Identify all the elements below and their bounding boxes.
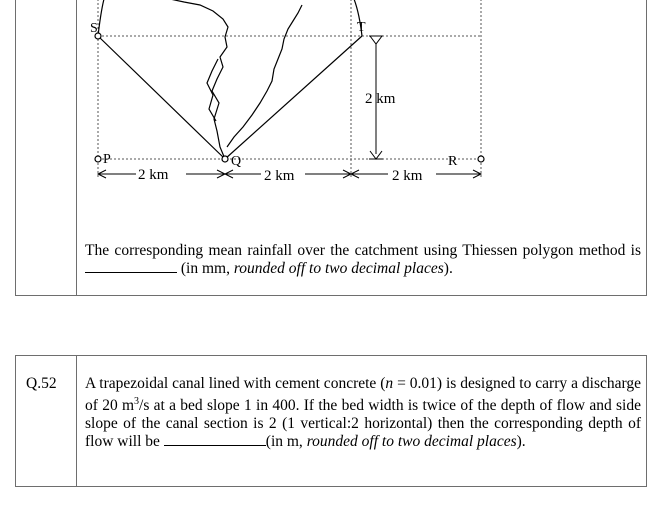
station-r-marker [478, 156, 484, 162]
question-number-column-divider [76, 356, 77, 486]
q52-text-f: ). [516, 433, 526, 451]
q52-superscript: 3 [134, 396, 140, 407]
question-52-box [15, 355, 647, 487]
station-p-marker [95, 156, 101, 162]
station-t-label: T [357, 20, 366, 35]
station-q-marker [222, 156, 228, 162]
q51-answer-blank [85, 260, 177, 273]
dim-qx-label: 2 km [264, 168, 295, 184]
q51-text-b: (in mm, [180, 260, 230, 277]
q52-text-b: = 0.01) is designed to carry a discharge of 20 m [85, 375, 641, 415]
q52-text-a: A trapezoidal canal lined with cement concrete ( [85, 375, 386, 392]
q51-text-c: rounded off to two decimal places [233, 260, 444, 277]
q52-text-e: rounded off to two decimal places [306, 433, 517, 451]
boundary-s-to-q [98, 36, 225, 159]
q52-answer-blank [164, 433, 266, 446]
q52-text-d: (in m, [265, 433, 303, 451]
station-p-label: P [103, 152, 111, 167]
catchment-boundary-left [98, 0, 104, 36]
river-right-tributary [227, 5, 302, 147]
boundary-t-to-q [225, 36, 362, 159]
station-q-label: Q [231, 154, 242, 169]
station-r-label: R [448, 154, 458, 169]
vertical-dim-label: 2 km [365, 91, 396, 107]
q51-text-a: The corresponding mean rainfall over the catchment using Thiessen polygon method is [85, 242, 641, 259]
vertical-dim-arrow-top [370, 36, 382, 44]
question-51-text [85, 242, 641, 278]
question-52-text [85, 375, 641, 451]
q52-var-n: n [385, 375, 394, 392]
question-51-box [15, 0, 647, 296]
station-s-label: S [90, 21, 98, 36]
dim-pq-label: 2 km [138, 167, 169, 183]
river-main [170, 0, 228, 159]
q52-text-c: /s at a bed slope 1 in 400. If the bed width is twice of the depth of flow and side slope of the canal section is 2 (1 vertical:2 horizontal) then the corresponding depth of flow will be [85, 397, 641, 451]
q51-text-d: ). [443, 260, 453, 277]
question-52-number: Q.52 [26, 375, 57, 392]
dim-xr-label: 2 km [392, 168, 423, 184]
catchment-figure [16, 0, 646, 199]
